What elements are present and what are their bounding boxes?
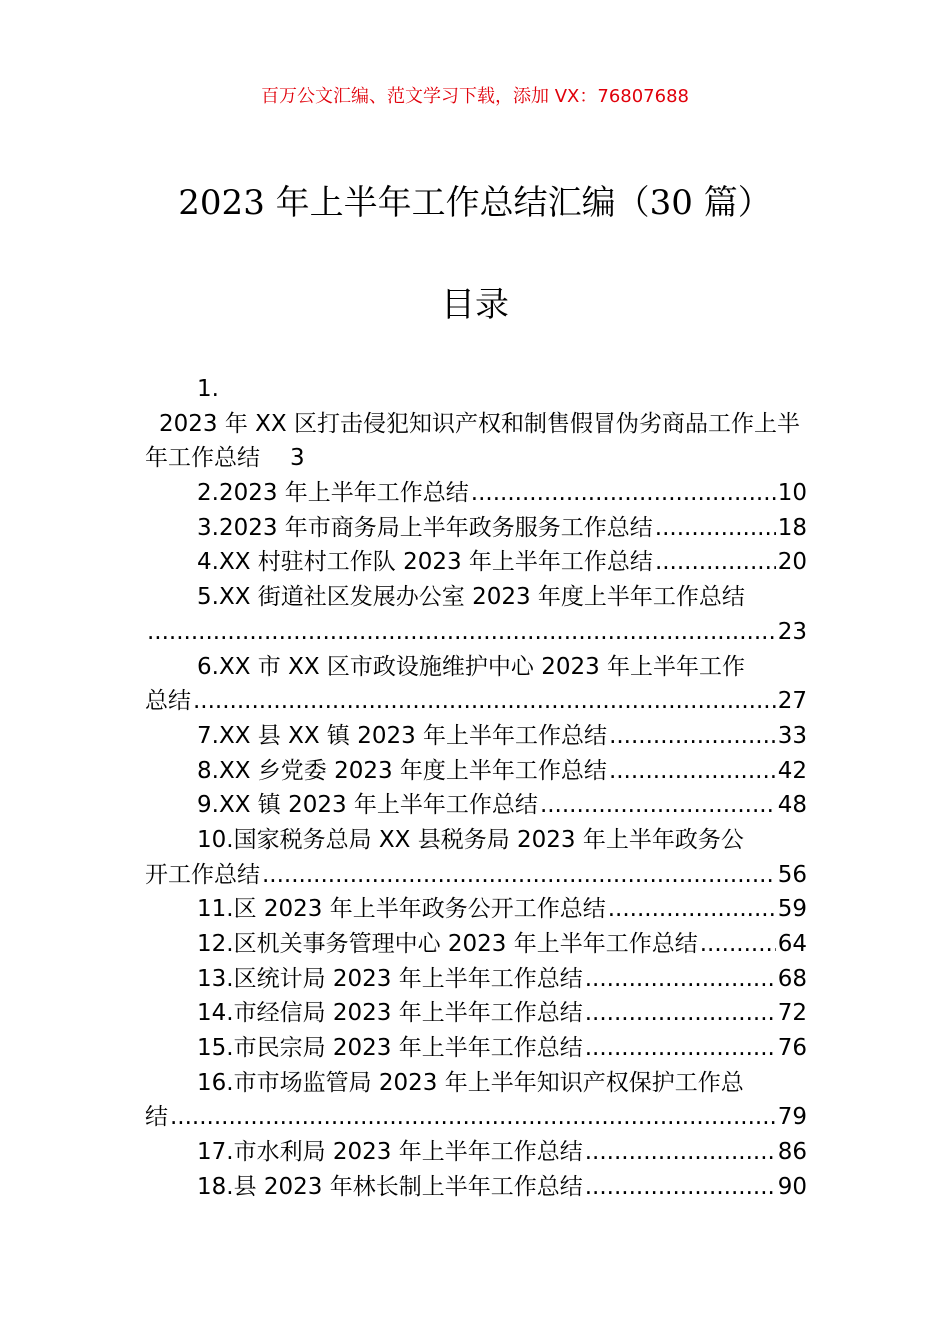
toc-item-14-label: 14.市经信局 2023 年上半年工作总结 xyxy=(197,1000,583,1027)
toc-item-15-page: 76 xyxy=(777,1035,807,1062)
toc-item-16-label: 结 xyxy=(145,1104,168,1131)
table-of-contents xyxy=(145,372,807,1205)
header-note: 百万公文汇编、范文学习下载，添加 VX：76807688 xyxy=(261,86,689,107)
toc-item-12-page: 64 xyxy=(777,931,807,958)
toc-item-4[interactable] xyxy=(145,545,807,580)
toc-item-5-label-line[interactable]: 5.XX 街道社区发展办公室 2023 年度上半年工作总结 xyxy=(197,584,745,611)
toc-item-1-label: 2023 年 XX 区打击侵犯知识产权和制售假冒伪劣商品工作上半年工作总结 xyxy=(145,410,800,472)
toc-item-1-number: 1. xyxy=(197,376,219,402)
toc-item-2-page: 10 xyxy=(777,480,807,507)
toc-item-13[interactable] xyxy=(145,962,807,997)
toc-item-17-label: 17.市水利局 2023 年上半年工作总结 xyxy=(197,1139,583,1166)
toc-item-16-label-line[interactable]: 16.市市场监管局 2023 年上半年知识产权保护工作总 xyxy=(197,1069,744,1096)
toc-item-17[interactable] xyxy=(145,1135,807,1170)
toc-leader-dots xyxy=(585,962,776,997)
toc-item-4-label: 4.XX 村驻村工作队 2023 年上半年工作总结 xyxy=(197,549,653,576)
toc-item-13-page: 68 xyxy=(777,965,807,992)
toc-item-8-page: 42 xyxy=(777,757,807,784)
toc-item-6-page: 27 xyxy=(777,688,807,715)
toc-leader-dots xyxy=(540,788,776,823)
toc-entries xyxy=(145,476,807,1204)
toc-item-16[interactable] xyxy=(145,1100,807,1135)
toc-leader-dots xyxy=(147,615,776,650)
toc-item-9-label: 9.XX 镇 2023 年上半年工作总结 xyxy=(197,792,538,819)
toc-item-9-page: 48 xyxy=(777,792,807,819)
toc-item-6[interactable] xyxy=(145,684,807,719)
toc-item-3[interactable] xyxy=(145,511,807,546)
toc-item-2-label: 2.2023 年上半年工作总结 xyxy=(197,480,469,507)
toc-item-14-page: 72 xyxy=(777,1000,807,1027)
toc-leader-dots xyxy=(471,476,776,511)
toc-item-15[interactable] xyxy=(145,1031,807,1066)
toc-item-3-page: 18 xyxy=(777,514,807,541)
toc-leader-dots xyxy=(585,996,776,1031)
toc-item-11-label: 11.区 2023 年上半年政务公开工作总结 xyxy=(197,896,606,923)
toc-item-13-label: 13.区统计局 2023 年上半年工作总结 xyxy=(197,965,583,992)
toc-item-11[interactable] xyxy=(145,892,807,927)
toc-leader-dots xyxy=(700,927,776,962)
toc-item-10-page: 56 xyxy=(777,861,807,888)
toc-leader-dots xyxy=(655,511,776,546)
toc-heading: 目录 xyxy=(441,285,509,325)
toc-item-2[interactable] xyxy=(145,476,807,511)
toc-item-7[interactable] xyxy=(145,719,807,754)
toc-item-5-page: 23 xyxy=(777,618,807,645)
toc-item-14[interactable] xyxy=(145,996,807,1031)
toc-leader-dots xyxy=(193,684,776,719)
toc-item-1[interactable] xyxy=(145,407,807,476)
toc-leader-dots xyxy=(609,754,776,789)
toc-leader-dots xyxy=(609,719,776,754)
toc-leader-dots xyxy=(585,1031,776,1066)
toc-item-10-label: 开工作总结 xyxy=(145,861,260,888)
toc-leader-dots xyxy=(585,1135,776,1170)
toc-leader-dots xyxy=(608,892,776,927)
toc-item-17-page: 86 xyxy=(777,1139,807,1166)
toc-item-3-label: 3.2023 年市商务局上半年政务服务工作总结 xyxy=(197,514,653,541)
toc-item-12-label: 12.区机关事务管理中心 2023 年上半年工作总结 xyxy=(197,931,698,958)
toc-item-18[interactable] xyxy=(145,1170,807,1205)
toc-item-8-label: 8.XX 乡党委 2023 年度上半年工作总结 xyxy=(197,757,607,784)
toc-item-7-label: 7.XX 县 XX 镇 2023 年上半年工作总结 xyxy=(197,722,608,749)
toc-item-1-page: 3 xyxy=(290,445,305,472)
toc-item-11-page: 59 xyxy=(777,896,807,923)
toc-leader-dots xyxy=(655,545,776,580)
toc-item-16-page: 79 xyxy=(777,1104,807,1131)
toc-leader-dots xyxy=(585,1170,776,1205)
toc-item-6-label-line[interactable]: 6.XX 市 XX 区市政设施维护中心 2023 年上半年工作 xyxy=(197,653,746,680)
toc-item-5[interactable] xyxy=(145,615,807,650)
document-title: 2023 年上半年工作总结汇编（30 篇） xyxy=(178,183,772,223)
toc-item-6-label: 总结 xyxy=(145,688,191,715)
toc-item-7-page: 33 xyxy=(777,722,807,749)
toc-item-9[interactable] xyxy=(145,788,807,823)
toc-item-18-label: 18.县 2023 年林长制上半年工作总结 xyxy=(197,1173,583,1200)
toc-item-10-label-line[interactable]: 10.国家税务总局 XX 县税务局 2023 年上半年政务公 xyxy=(197,826,744,853)
toc-item-18-page: 90 xyxy=(777,1173,807,1200)
toc-leader-dots xyxy=(262,858,776,893)
toc-item-10[interactable] xyxy=(145,858,807,893)
toc-item-4-page: 20 xyxy=(777,549,807,576)
toc-leader-dots xyxy=(170,1100,776,1135)
toc-item-12[interactable] xyxy=(145,927,807,962)
toc-item-15-label: 15.市民宗局 2023 年上半年工作总结 xyxy=(197,1035,583,1062)
toc-item-8[interactable] xyxy=(145,754,807,789)
